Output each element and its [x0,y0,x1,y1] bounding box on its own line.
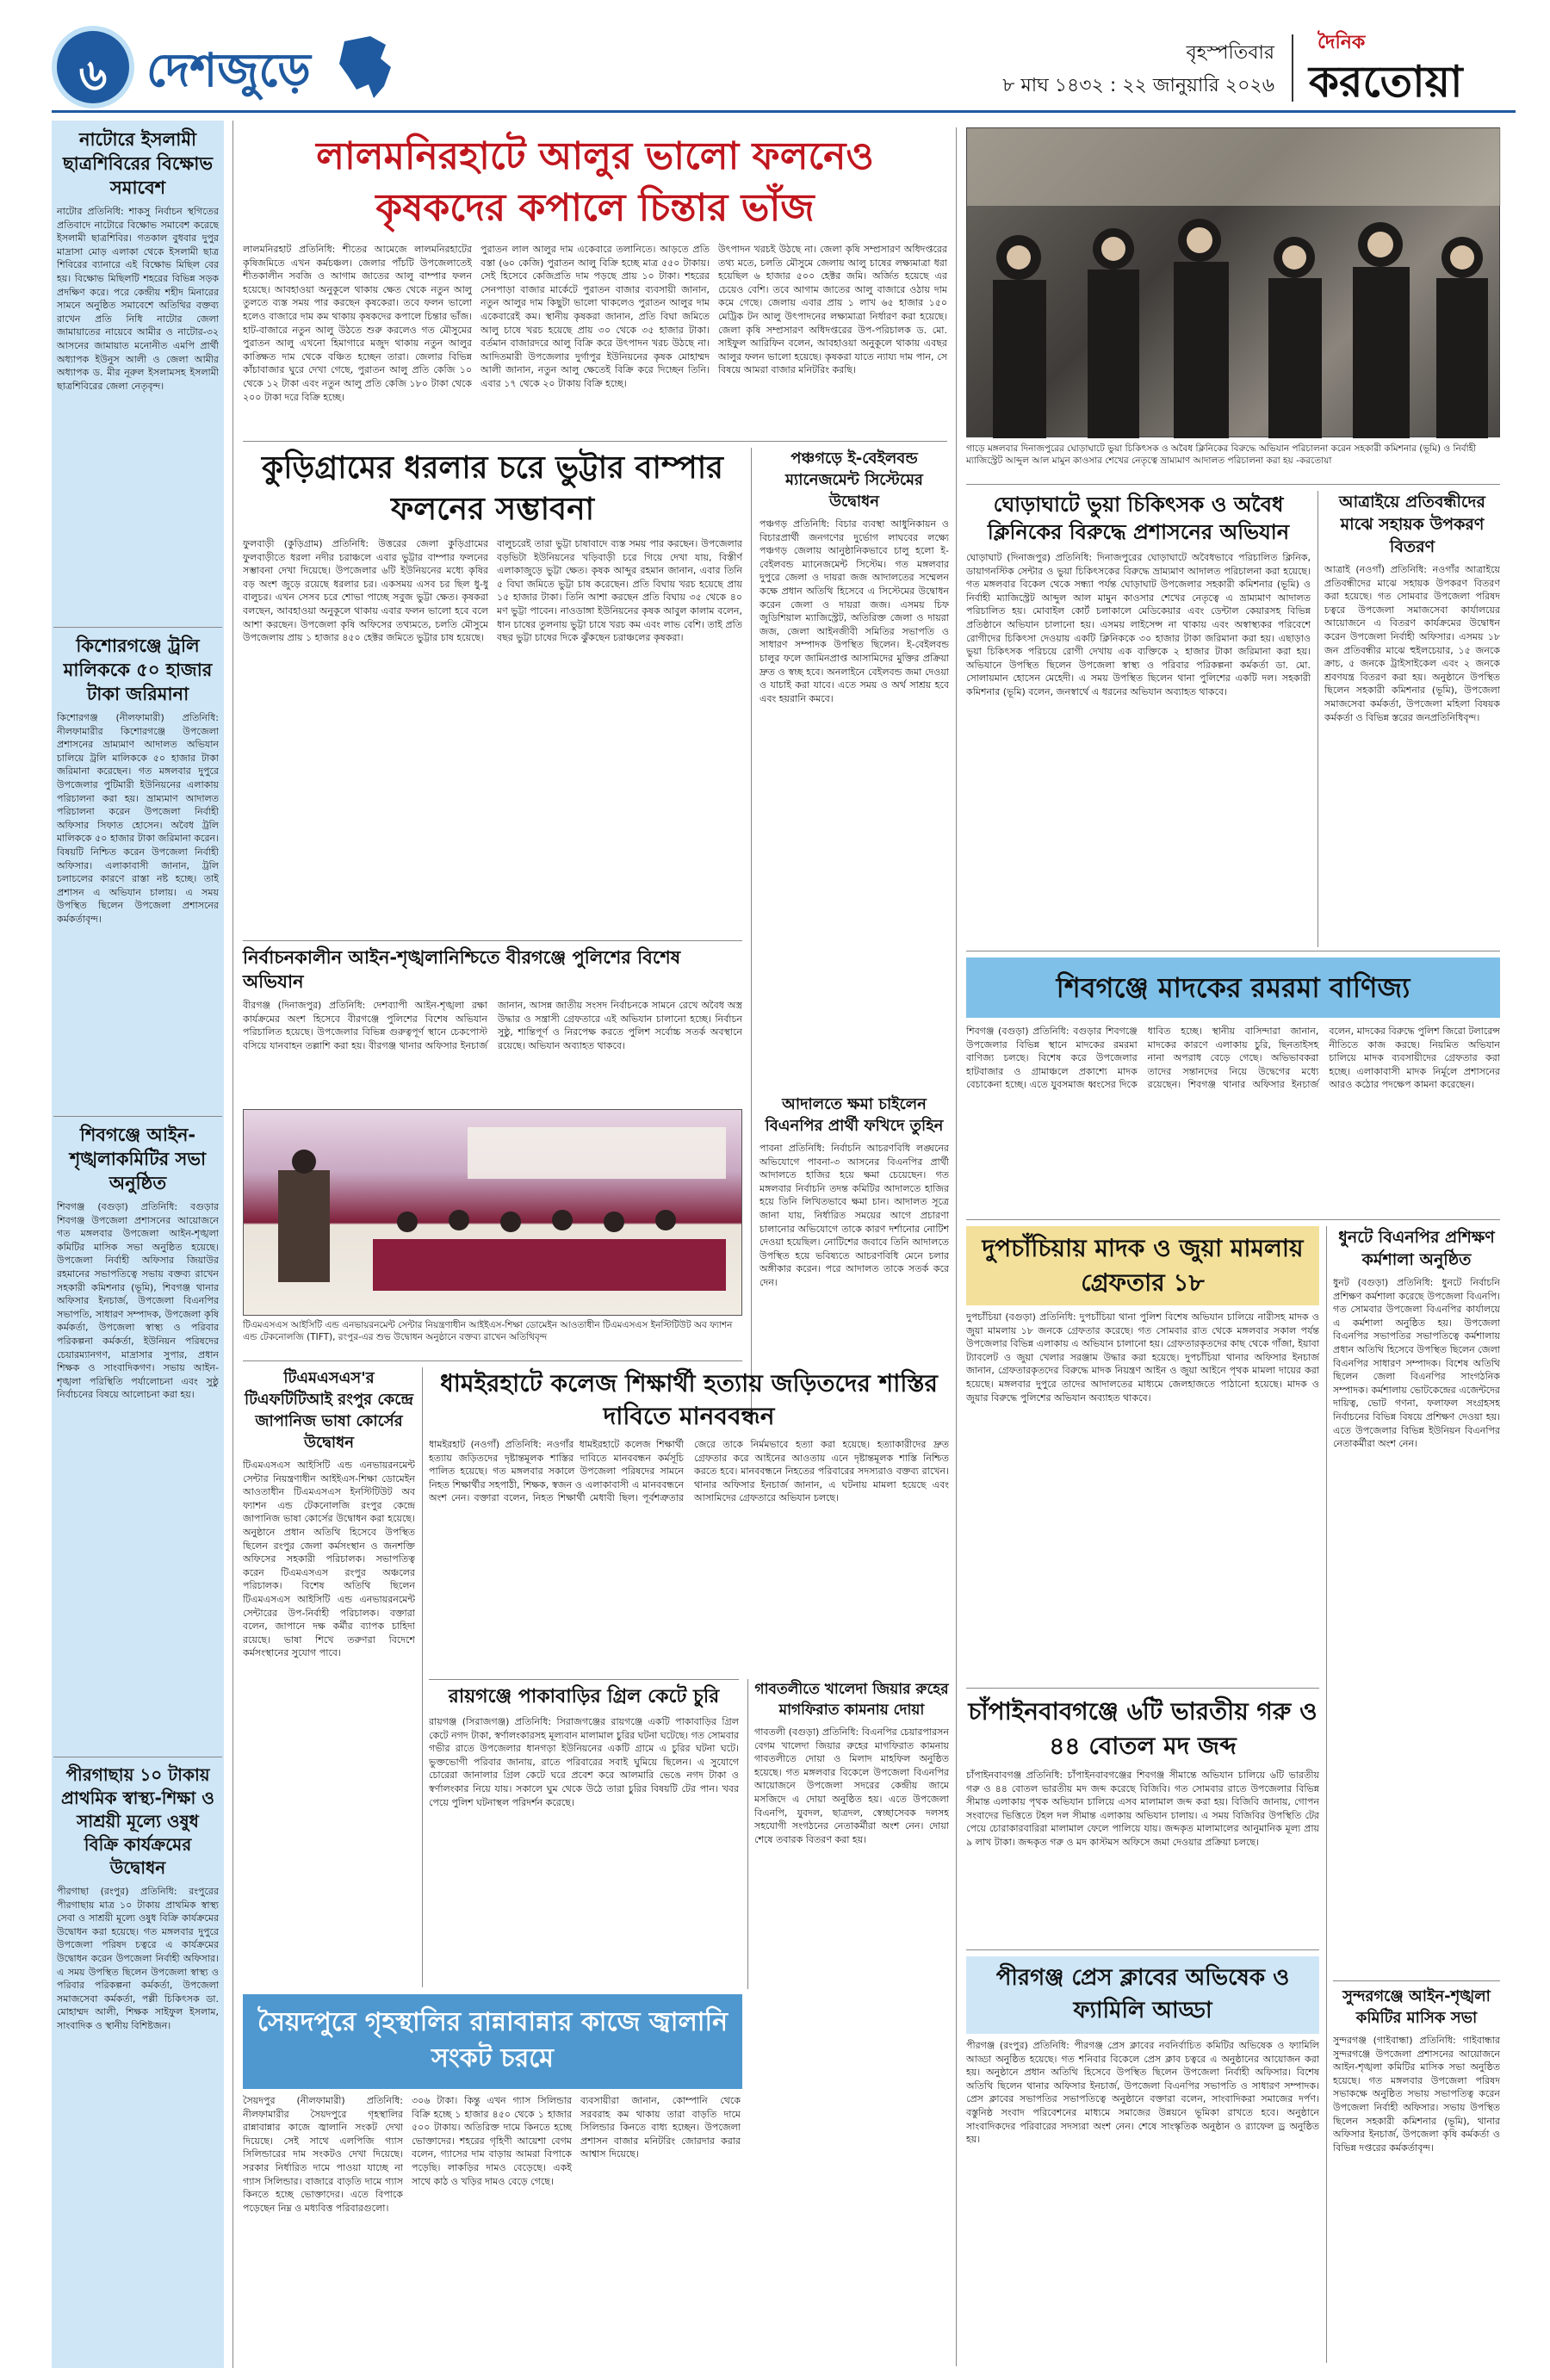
lead-col-3: উৎপাদন খরচই উঠছে না। জেলা কৃষি সম্প্রসারণ অধিদপ্তরের তথ্য মতে, চলতি মৌসুমে জেলায় আলু চাষের লক্ষ্যমাত্রা ধরা হয়েছিল ৬ হাজার ৫০০ হেক্টর জমি। অর্জিত হয়েছে এর চেয়েও বেশি। তবে আগাম জাতের আলু বাজারে ওঠায় দাম কমে গেছে। জেলায় এবার প্রায় ১ লাখ ৬৫ হাজার ১৫০ মেট্রিক টন আলু উৎপাদনের লক্ষ্যমাত্রা নির্ধারণ করা হয়েছে। জেলা কৃষি সম্প্রসারণ অধিদপ্তরের উপ-পরিচালক ড. মো. সাইফুল আরিফিন বলেন, আবহাওয়া অনুকূলে থাকায় এবছর আলুর ফলন ভালো হয়েছে। কৃষকরা যাতে ন্যায্য দাম পান, সে বিষয়ে আমরা বাজার মনিটরিং করছি। [718,244,947,376]
raiganj-top-rule [429,1679,739,1680]
story-dhunat [1333,1226,1500,1948]
prayer-headline: গাবতলীতে খালেদা জিয়ার রুহের মাগফিরাত কামনায় দোয়া [754,1681,949,1719]
relief-headline: আত্রাইয়ে প্রতিবন্ধীদের মাঝে সহায়ক উপকরণ বিতরণ [1339,493,1485,556]
sundarganj-top-rule [1333,1980,1500,1981]
relief-body: আত্রাই (নওগাঁ) প্রতিনিধি: নওগাঁর আত্রাইয়ে প্রতিবন্ধীদের মাঝে সহায়ক উপকরণ বিতরণ করা হয়েছে। গত সোমবার উপজেলা পরিষদ চত্বরে উপজেলা সমাজসেবা কার্যালয়ের আয়োজনে এ বিতরণ কার্যক্রমের উদ্বোধন করেন উপজেলা নির্বাহী অফিসার। এসময় ১৮ জন প্রতিবন্ধীর মাঝে হুইলচেয়ার, ১৫ জনকে ক্রাচ, ৫ জনকে ট্রাইসাইকেল এবং ২ জনকে শ্রবণযন্ত্র বিতরণ করা হয়। অনুষ্ঠানে উপস্থিত ছিলেন সহকারী কমিশনার (ভূমি), উপজেলা সমাজসেবা কর্মকর্তা, উপজেলা মহিলা বিষয়ক কর্মকর্তা ও বিভিন্ন স্তরের জনপ্রতিনিধিবৃন্দ। [1324,564,1500,723]
sidebar-divider-2 [53,1116,222,1117]
news-photo-tmss-event [243,1109,742,1316]
news-photo-clinic-drive [966,127,1500,437]
masthead [1309,26,1516,108]
apology-body: পাবনা প্রতিনিধি: নির্বাচনি আচরণবিধি লঙ্ঘনের অভিযোগে পাবনা-৩ আসনের বিএনপির প্রার্থী আদালতে হাজির হয়ে ক্ষমা চেয়েছেন। গত মঙ্গলবার নির্বাচনি তদন্ত কমিটির আদালতে হাজির হয়ে তিনি লিখিতভাবে ক্ষমা চান। আদালত সূত্রে জানা যায়, নির্ধারিত সময়ের আগে প্রচারণা চালানোর অভিযোগে তাকে কারণ দর্শানোর নোটিশ দেওয়া হয়েছিল। নোটিশের জবাবে তিনি আদালতে উপস্থিত হয়ে ভবিষ্যতে আচরণবিধি মেনে চলার অঙ্গীকার করেন। পরে আদালত তাকে সতর্ক করে দেন। [760,1143,949,1288]
story-shibganj [966,1025,1500,1214]
story-tmss [243,1367,415,1993]
sidebar-story-1 [57,127,219,575]
chapai-body: চাঁপাইনবাবগঞ্জ প্রতিনিধি: চাঁপাইনবাবগঞ্জের শিবগঞ্জ সীমান্তে অভিযান চালিয়ে ৬টি ভারতীয় গরু ও ৪৪ বোতল ভারতীয় মদ জব্দ করেছে বিজিবি। গত সোমবার রাতে উপজেলার বিভিন্ন সীমান্ত এলাকায় পৃথক অভিযান চালিয়ে এসব মালামাল জব্দ করা হয়। বিজিবি জানায়, গোপন সংবাদের ভিত্তিতে টহল দল সীমান্ত এলাকায় অভিযান চালায়। এ সময় বিজিবির উপস্থিতি টের পেয়ে চোরাকারবারিরা মালামাল ফেলে পালিয়ে যায়। জব্দকৃত মালামালের আনুমানিক মূল্য প্রায় ৯ লাখ টাকা। জব্দকৃত গরু ও মদ কাস্টমস অফিসে জমা দেওয়ার প্রক্রিয়া চলছে। [966,1770,1319,1848]
panchagarh-headline: পঞ্চগড়ে ই-বেইলবন্ড ম্যানেজমেন্ট সিস্টেমের উদ্বোধন [785,449,923,511]
sidebar-story-3-body: শিবগঞ্জ (বগুড়া) প্রতিনিধি: বগুড়ার শিবগঞ্জ উপজেলা প্রশাসনের আয়োজনে গত মঙ্গলবার উপজেলা আইন-শৃঙ্খলা কমিটির মাসিক সভা অনুষ্ঠিত হয়েছে। উপজেলা নির্বাহী অফিসার জিয়াউর রহমানের সভাপতিত্বে সভায় বক্তব্য রাখেন সহকারী কমিশনার (ভূমি), শিবগঞ্জ থানার অফিসার ইনচার্জ, উপজেলা বিএনপির সভাপতি, সাধারণ সম্পাদক, উপজেলা কৃষি কর্মকর্তা, উপজেলা স্বাস্থ্য ও পরিবার পরিকল্পনা কর্মকর্তা, ইউনিয়ন পরিষদের চেয়ারম্যানগণ, মাদ্রাসার সুপার, প্রধান শিক্ষক ও সাংবাদিকগণ। সভায় আইন-শৃঙ্খলা পরিস্থিতি পর্যালোচনা এবং সুষ্ঠু নির্বাচনের বিষয়ে আলোচনা করা হয়। [57,1201,219,1401]
center-rule [956,127,957,2366]
sundarganj-headline: সুন্দরগঞ্জে আইন-শৃঙ্খলা কমিটির মাসিক সভা [1342,1987,1491,2027]
panchagarh-body: পঞ্চগড় প্রতিনিধি: বিচার ব্যবস্থা আধুনিকায়ন ও বিচারপ্রার্থী জনগণের দুর্ভোগ লাঘবের লক্ষ্যে পঞ্চগড় জেলায় আনুষ্ঠানিকভাবে চালু হলো ই-বেইলবন্ড ম্যানেজমেন্ট সিস্টেম। গত মঙ্গলবার দুপুরে জেলা ও দায়রা জজ আদালতের সম্মেলন কক্ষে প্রধান অতিথি হিসেবে এ সিস্টেমের উদ্বোধন করেন জেলা ও দায়রা জজ। এসময় চিফ জুডিশিয়াল ম্যাজিস্ট্রেট, অতিরিক্ত জেলা ও দায়রা জজ, জেলা আইনজীবী সমিতির সভাপতি ও সাধারণ সম্পাদক উপস্থিত ছিলেন। ই-বেইলবন্ড চালুর ফলে জামিনপ্রাপ্ত আসামিদের মুক্তির প্রক্রিয়া দ্রুত ও স্বচ্ছ হবে। অনলাইনে বেইলবন্ড জমা দেওয়া ও যাচাই করা যাবে। এতে সময় ও অর্থ সাশ্রয় হবে এবং হয়রানি কমবে। [760,518,949,704]
kurigram-col-2: বালুচরেই তারা ভুট্টা চাষাবাদে ব্যস্ত সময় পার করছেন। উপজেলার বড়ভিটা ইউনিয়নের খড়িবাড়ী চরে গিয়ে দেখা যায়, বিস্তীর্ণ এলাকাজুড়ে ভুট্টা ক্ষেত। কৃষক আব্দুর রহমান জানান, এবার তিনি ৫ বিঘা জমিতে ভুট্টা চাষ করেছেন। প্রতি বিঘায় খরচ হয়েছে প্রায় ১৫ হাজার টাকা। তিনি আশা করছেন প্রতি বিঘায় ৩৫ থেকে ৪০ মণ ভুট্টা পাবেন। নাওডাঙ্গা ইউনিয়নের কৃষক আবুল কালাম বলেন, ধান চাষের তুলনায় ভুট্টা চাষে খরচ কম এবং লাভ বেশি। তাই প্রতি বছর ভুট্টা চাষের দিকে ঝুঁকছেন চরাঞ্চলের কৃষকরা। [497,538,742,644]
lead-story [243,127,947,424]
story-dhamoirhat [429,1367,949,1675]
dupchanchia-headline: দুপচাঁচিয়ায় মাদক ও জুয়া মামলায় গ্রেফতার ১৮ [982,1234,1304,1297]
raiganj-body: রায়গঞ্জ (সিরাজগঞ্জ) প্রতিনিধি: সিরাজগঞ্জের রায়গঞ্জে একটি পাকাবাড়ির গ্রিল কেটে নগদ টাকা, স্বর্ণালংকারসহ মূল্যবান মালামাল চুরির ঘটনা ঘটেছে। গত সোমবার গভীর রাতে উপজেলার ধানগড়া ইউনিয়নের একটি গ্রামে এ চুরির ঘটনা ঘটে। ভুক্তভোগী পরিবার জানায়, রাতে পরিবারের সবাই ঘুমিয়ে ছিলেন। এ সুযোগে চোরেরা জানালার গ্রিল কেটে ঘরে প্রবেশ করে আলমারি ভেঙে নগদ টাকা ও স্বর্ণালংকার নিয়ে যায়। সকালে ঘুম থেকে উঠে তারা চুরির বিষয়টি টের পান। খবর পেয়ে পুলিশ ঘটনাস্থল পরিদর্শন করেছে। [429,1716,739,1808]
sidebar-story-3 [57,1123,219,1751]
story-dupchanchia [966,1226,1319,1638]
sundarganj-body: সুন্দরগঞ্জ (গাইবান্ধা) প্রতিনিধি: গাইবান্ধার সুন্দরগঞ্জে উপজেলা প্রশাসনের আয়োজনে আইন-শৃঙ্খলা কমিটির মাসিক সভা অনুষ্ঠিত হয়েছে। গত মঙ্গলবার উপজেলা পরিষদ সভাকক্ষে অনুষ্ঠিত সভায় সভাপতিত্ব করেন উপজেলা নির্বাহী অফিসার। সভায় উপস্থিত ছিলেন সহকারী কমিশনার (ভূমি), থানার অফিসার ইনচার্জ, উপজেলা কৃষি কর্মকর্তা ও বিভিন্ন দপ্তরের কর্মকর্তাবৃন্দ। [1333,2035,1500,2154]
sidebar-story-4 [57,1763,219,2367]
tmss-body: টিএমএসএস আইসিটি এন্ড এনভায়রনমেন্ট সেন্টার নিয়ন্ত্রণাধীন আইইএস-শিক্ষা ডোমেইন আওতাধীন টিএমএসএস ইনস্টিটিউট অব ফ্যাশন এন্ড টেকনোলজি রংপুর কেন্দ্রে জাপানিজ ভাষা কোর্সের উদ্বোধন করা হয়েছে। অনুষ্ঠানে প্রধান অতিথি হিসেবে উপস্থিত ছিলেন রংপুর জেলা কর্মসংস্থান ও জনশক্তি অফিসের সহকারী পরিচালক। সভাপতিত্ব করেন টিএমএসএস রংপুর অঞ্চলের পরিচালক। বিশেষ অতিথি ছিলেন টিএমএসএস আইসিটি এন্ড এনভায়রনমেন্ট সেন্টারের উপ-নির্বাহী পরিচালক। বক্তারা বলেন, জাপানে দক্ষ কর্মীর ব্যাপক চাহিদা রয়েছে। ভাষা শিখে তরুণরা বিদেশে কর্মসংস্থানের সুযোগ পাবে। [243,1460,415,1659]
saidpur-col-2: ৩০৬ টাকা। কিন্তু এখন গ্যাস সিলিন্ডার বিক্রি হচ্ছে ১ হাজার ৪৫০ থেকে ১ হাজার ৫০০ টাকায়। অতিরিক্ত দামে কিনতে হচ্ছে ভোক্তাদের। শহরের গৃহিণী আয়েশা বেগম বলেন, গ্যাসের দাম বাড়ায় আমরা বিপাকে পড়েছি। লাকড়ির দামও বেড়েছে। একই সাথে কাঠ ও খড়ির দামও বেড়ে গেছে। [412,2095,572,2187]
sidebar-story-3-title: শিবগঞ্জে আইন-শৃঙ্খলাকমিটির সভা অনুষ্ঠিত [69,1125,207,1193]
dhamoirhat-headline: ধামইরহাটে কলেজ শিক্ষার্থী হত্যায় জড়িতদের শাস্তির দাবিতে মানববন্ধন [440,1369,938,1430]
dhunat-headline: ধুনটে বিএনপির প্রশিক্ষণ কর্মশালা অনুষ্ঠিত [1338,1228,1495,1269]
story-chapai [966,1695,1319,1941]
kurigram-col-1: ফুলবাড়ী (কুড়িগ্রাম) প্রতিনিধি: উত্তরের জেলা কুড়িগ্রামের ফুলবাড়ীতে ধরলা নদীর চরাঞ্চলে এবার ভুট্টার বাম্পার ফলনের সম্ভাবনা দেখা দিয়েছে। উপজেলার ৬টি ইউনিয়নের মধ্যে কৃষির বড় অংশ জুড়ে রয়েছে ধরলার চর। একসময় এসব চর ছিল ধু-ধু বালুচর। এখন সেসব চরে শোভা পাচ্ছে সবুজ ভুট্টা ক্ষেত। কৃষকরা বলছেন, আবহাওয়া অনুকূলে থাকায় এবার ফলন ভালো হবে বলে আশা করছেন। উপজেলা কৃষি অফিসের তথ্যমতে, চলতি মৌসুমে উপজেলায় প্রায় ১ হাজার ৪৫০ হেক্টর জমিতে ভুট্টার চাষ হয়েছে। [243,538,488,644]
birganj-top-rule [243,940,742,941]
header-divider [1292,34,1293,102]
story-prayer [754,1679,949,2320]
weekday: বৃহস্পতিবার [1186,42,1274,64]
raiganj-headline: রায়গঞ্জে পাকাবাড়ির গ্রিল কেটে চুরি [448,1686,720,1708]
tmss-headline: টিএমএসএস'র টিএফটিটিআই রংপুর কেন্দ্রে জাপানিজ ভাষা কোর্সের উদ্বোধন [244,1369,414,1452]
story-birganj [243,945,742,1128]
photo-1-rule [966,484,1500,485]
apology-headline: আদালতে ক্ষমা চাইলেন বিএনপির প্রার্থী ফখিদে তুহিন [765,1095,944,1135]
story-atrai-relief [1324,491,1500,933]
sidebar-rule [232,121,233,2368]
sidebar-divider-1 [53,627,222,628]
pirganj-top-rule [966,1949,1319,1950]
tmss-rule [422,1367,423,1987]
photo-1-caption: গাড়ে মঙ্গলবার দিনাজপুরের ঘোড়াঘাটে ভুয়া চিকিৎসক ও অবৈধ ক্লিনিকের বিরুদ্ধে অভিযান পরিচালনা করেন সহকারী কমিশনার (ভূমি) ও নির্বাহী ম্যাজিস্ট্রেট আব্দুল আল মামুন কাওসার শেখের নেতৃত্বে ভ্রাম্যমাণ আদালত পরিচালনা করা হয় -করতোয়া [966,443,1477,466]
story-sundarganj [1333,1986,1500,2318]
lead-bottom-rule [243,441,947,442]
sidebar-story-2-title: কিশোরগঞ্জে ট্রলি মালিককে ৫০ হাজার টাকা জরিমানা [63,635,213,704]
dupchanchia-rule [1326,1226,1327,2363]
ghoraghat-headline: ঘোড়াঘাটে ভুয়া চিকিৎসক ও অবৈধ ক্লিনিকের বিরুদ্ধে প্রশাসনের অভিযান [987,493,1290,544]
masthead-small: দৈনিক [1318,32,1366,53]
shibganj-bottom-rule [966,1219,1500,1220]
page-number: ৬ [78,50,108,100]
sidebar-story-1-title: নাটোরে ইসলামী ছাত্রশিবিরের বিক্ষোভ সমাবেশ [62,129,214,198]
pirganj-headline: পীরগঞ্জ প্রেস ক্লাবের অভিষেক ও ফ্যামিলি আড্ডা [995,1965,1290,2024]
sidebar-story-4-body: পীরগাছা (রংপুর) প্রতিনিধি: রংপুরের পীরগাছায় মাত্র ১০ টাকায় প্রাথমিক স্বাস্থ্য সেবা ও সাশ্রয়ী মূল্যে ওষুধ বিক্রি কার্যক্রমের উদ্বোধন করা হয়েছে। গত মঙ্গলবার দুপুরে উপজেলা পরিষদ চত্বরে এ কার্যক্রমের উদ্বোধন করেন উপজেলা নির্বাহী অফিসার। এ সময় উপস্থিত ছিলেন উপজেলা স্বাস্থ্য ও পরিবার পরিকল্পনা কর্মকর্তা, উপজেলা সমাজসেবা কর্মকর্তা, পল্লী চিকিৎসক ডা. মোহাম্মদ আলী, শিক্ষক সাইফুল ইসলাম, সাংবাদিক ও স্থানীয় বিশিষ্টজন। [57,1886,219,2031]
lead-headline: লালমনিরহাটে আলুর ভালো ফলনেও কৃষকদের কপালে চিন্তার ভাঁজ [316,134,874,230]
bangladesh-map-icon [336,33,396,102]
sidebar-story-2 [57,634,219,1116]
page-header [52,26,1516,112]
raiganj-rule [747,1679,748,1989]
chapai-top-rule [966,1688,1319,1689]
story-pirganj [966,1956,1319,2349]
birganj-body: বীরগঞ্জ (দিনাজপুর) প্রতিনিধি: দেশব্যাপী আইন-শৃঙ্খলা রক্ষা কার্যক্রমের অংশ হিসেবে বীরগঞ্জে পুলিশের বিশেষ অভিযান পরিচালিত হয়েছে। উপজেলার বিভিন্ন গুরুত্বপূর্ণ স্থানে চেকপোস্ট বসিয়ে যানবাহন তল্লাশি করা হয়। বীরগঞ্জ থানার অফিসার ইনচার্জ জানান, আসন্ন জাতীয় সংসদ নির্বাচনকে সামনে রেখে অবৈধ অস্ত্র উদ্ধার ও সন্ত্রাসী গ্রেফতারে এই অভিযান চালানো হচ্ছে। নির্বাচন সুষ্ঠু, শান্তিপূর্ণ ও নিরপেক্ষ করতে পুলিশ সর্বোচ্চ সতর্ক অবস্থানে রয়েছে। অভিযান অব্যাহত থাকবে। [243,1000,742,1051]
story-kurigram [243,448,742,916]
sidebar-story-2-body: কিশোরগঞ্জ (নীলফামারী) প্রতিনিধি: নীলফামারীর কিশোরগঞ্জে উপজেলা প্রশাসনের ভ্রাম্যমাণ আদালত অভিযান চালিয়ে ট্রলি মালিককে ৫০ হাজার টাকা জরিমানা করেছেন। গত মঙ্গলবার দুপুরে উপজেলার পুটিমারী ইউনিয়নের এলাকায় পরিচালনা করা হয়। ভ্রাম্যমাণ আদালত পরিচালনা করেন উপজেলা নির্বাহী অফিসার সিফাত হোসেন। অবৈধ ট্রলি মালিককে ৫০ হাজার টাকা জরিমানা করেন। বিষয়টি নিশ্চিত করেন উপজেলা নির্বাহী অফিসার। এলাকাবাসী জানান, ট্রলি চলাচলের কারণে রাস্তা নষ্ট হচ্ছে। তাই প্রশাসন এ অভিযান চালায়। এ সময় উপস্থিত ছিলেন উপজেলা প্রশাসনের কর্মকর্তাবৃন্দ। [57,712,219,925]
section-name: দেশজুড়ে [146,43,311,97]
story-ghoraghat [966,491,1311,913]
masthead-title: করতোয়া [1309,57,1463,107]
shibganj-headline: শিবগঞ্জে মাদকের রমরমা বাণিজ্য [1056,971,1410,1004]
ghoraghat-body: ঘোড়াঘাট (দিনাজপুর) প্রতিনিধি: দিনাজপুরের ঘোড়াঘাটে অবৈধভাবে পরিচালিত ক্লিনিক, ডায়াগনস্টিক সেন্টার ও ভুয়া চিকিৎসকের বিরুদ্ধে ভ্রাম্যমাণ আদালত পরিচালনা করা হয়েছে। গত মঙ্গলবার বিকেল থেকে সন্ধ্যা পর্যন্ত ঘোড়াঘাট উপজেলার সহকারী কমিশনার (ভূমি) ও নির্বাহী ম্যাজিস্ট্রেট আব্দুল আল মামুন কাওসার শেখের নেতৃত্বে এ ভ্রাম্যমাণ আদালত পরিচালিত হয়। মোবাইল কোর্ট চলাকালে মেডিকেয়ার এবং ডেন্টাল কেয়ারসহ বিভিন্ন প্রতিষ্ঠানে অভিযান চালানো হয়। এসময় লাইসেন্স না থাকায় এবং অস্বাস্থ্যকর পরিবেশে রোগীদের চিকিৎসা দেওয়ায় একটি ক্লিনিককে ৩০ হাজার টাকা জরিমানা করা হয়। এছাড়াও ভুয়া চিকিৎসক পরিচয়ে রোগী দেখায় এক ব্যক্তিকে ২ হাজার টাকা জরিমানা করা হয়। অভিযানে উপস্থিত ছিলেন উপজেলা স্বাস্থ্য ও পরিবার পরিকল্পনা কর্মকর্তা ডা. মো. সোলায়মান হোসেন মেহেদী। এ সময় উপস্থিত ছিলেন থানা পুলিশের একটি দল। সহকারী কমিশনার (ভূমি) বলেন, জনস্বার্থে এ ধরনের অভিযান অব্যাহত থাকবে। [966,552,1311,697]
issue-date: ৮ মাঘ ১৪৩২ : ২২ জানুয়ারি ২০২৬ [1002,75,1274,96]
kurigram-rule [751,448,752,1412]
header-rule [52,110,1516,113]
photo-2-rule [243,1360,742,1361]
chapai-headline: চাঁপাইনবাবগঞ্জে ৬টি ভারতীয় গরু ও ৪৪ বোতল মদ জব্দ [968,1697,1318,1760]
kurigram-headline: কুড়িগ্রামের ধরলার চরে ভুট্টার বাম্পার ফলনের সম্ভাবনা [262,450,723,527]
shibganj-body: শিবগঞ্জ (বগুড়া) প্রতিনিধি: বগুড়ার শিবগঞ্জে উপজেলার বিভিন্ন স্থানে মাদকের রমরমা বাণিজ্য চলছে। বিশেষ করে উপজেলার হাটবাজার ও গ্রামাঞ্চলে প্রকাশ্যে মাদক বেচাকেনা হচ্ছে। এতে যুবসমাজ ধ্বংসের দিকে ধাবিত হচ্ছে। স্থানীয় বাসিন্দারা জানান, মাদকের কারণে এলাকায় চুরি, ছিনতাইসহ নানা অপরাধ বেড়ে গেছে। অভিভাবকরা তাদের সন্তানদের নিয়ে উদ্বেগের মধ্যে রয়েছেন। শিবগঞ্জ থানার অফিসার ইনচার্জ বলেন, মাদকের বিরুদ্ধে পুলিশ জিরো টলারেন্স নীতিতে কাজ করছে। নিয়মিত অভিযান চালিয়ে মাদক ব্যবসায়ীদের গ্রেফতার করা হচ্ছে। এলাকাবাসী মাদক নির্মূলে প্রশাসনের আরও কঠোর পদক্ষেপ কামনা করেছেন। [966,1026,1500,1091]
pirganj-body: পীরগঞ্জ (রংপুর) প্রতিনিধি: পীরগঞ্জ প্রেস ক্লাবের নবনির্বাচিত কমিটির অভিষেক ও ফ্যামিলি আড্ডা অনুষ্ঠিত হয়েছে। গত শনিবার বিকেলে প্রেস ক্লাব চত্বরে এ অনুষ্ঠানের আয়োজন করা হয়। অনুষ্ঠানে প্রধান অতিথি হিসেবে উপস্থিত ছিলেন উপজেলা নির্বাহী অফিসার। বিশেষ অতিথি ছিলেন থানার অফিসার ইনচার্জ, উপজেলা বিএনপির সভাপতি ও সাধারণ সম্পাদক। প্রেস ক্লাবের সভাপতির সভাপতিত্বে অনুষ্ঠানে বক্তারা বলেন, সাংবাদিকরা সমাজের দর্পণ। বস্তুনিষ্ঠ সংবাদ পরিবেশনের মাধ্যমে সমাজের উন্নয়নে ভূমিকা রাখতে হবে। অনুষ্ঠানে সাংবাদিকদের পরিবারের সদস্যরা অংশ নেন। শেষে সাংস্কৃতিক অনুষ্ঠান ও র‍্যাফেল ড্র অনুষ্ঠিত হয়। [966,2040,1319,2146]
dhunat-body: ধুনট (বগুড়া) প্রতিনিধি: ধুনটে নির্বাচনি প্রশিক্ষণ কর্মশালা করেছে উপজেলা বিএনপি। গত সোমবার উপজেলা বিএনপির কার্যালয়ে এ কর্মশালা অনুষ্ঠিত হয়। উপজেলা বিএনপির সভাপতির সভাপতিত্বে কর্মশালায় প্রধান অতিথি হিসেবে উপস্থিত ছিলেন জেলা বিএনপির সাধারণ সম্পাদক। বিশেষ অতিথি ছিলেন জেলা বিএনপির সাংগঠনিক সম্পাদক। কর্মশালায় ভোটকেন্দ্রের এজেন্টদের দায়িত্ব, ভোট গণনা, ফলাফল সংগ্রহসহ নির্বাচনের বিভিন্ন বিষয়ে প্রশিক্ষণ দেওয়া হয়। এতে উপজেলার বিভিন্ন ইউনিয়ন বিএনপির নেতাকর্মীরা অংশ নেন। [1333,1277,1500,1450]
story-apology [760,1094,949,1383]
sidebar-story-1-body: নাটোর প্রতিনিধি: শাকসু নির্বাচন স্থগিতের প্রতিবাদে নাটোরে বিক্ষোভ সমাবেশ করেছে ইসলামী ছাত্রশিবির। গতকাল বুধবার দুপুর মাদ্রাসা মোড় এলাকা থেকে ইসলামী ছাত্র শিবিরের ব্যানারে এই বিক্ষোভ মিছিল বের হয়। বিক্ষোভ মিছিলটি শহরের বিভিন্ন সড়ক প্রদক্ষিণ করে। পরে কেন্দ্রীয় শহীদ মিনারের সামনে অনুষ্ঠিত সমাবেশে অতিথির বক্তব্য রাখেন প্রতি নিধি নাটোর জেলা জামায়াতের নায়েবে আমীর ও নাটোর-৩২ আসনের জামায়াত মনোনীত এমপি প্রার্থী অধ্যাপক ইউনুস আলী ও জেলা আমীর অধ্যাপক ড. মীর নূরুল ইসলামসহ ইসলামী ছাত্রশিবিরের জেলা নেতৃবৃন্দ। [57,206,219,392]
saidpur-col-3: ব্যবসায়ীরা জানান, কোম্পানি থেকে সরবরাহ কম থাকায় তারা বাড়তি দামে সিলিন্ডার কিনতে বাধ্য হচ্ছেন। উপজেলা প্রশাসন বাজার মনিটরিং জোরদার করার আশ্বাস দিয়েছে। [580,2095,741,2160]
lead-col-2: পুরাতন লাল আলুর দাম একেবারে তলানিতে। আড়তে প্রতি বস্তা (৬০ কেজি) পুরাতন আলু বিক্রি হচ্ছে মাত্র ৫৫০ টাকায়। সেই হিসেবে কেজিপ্রতি দাম পড়ছে প্রায় ১০ টাকা। শহরের সেনপাড়া বাজার মার্কেটে পুরাতন বাজার ব্যবসায়ী জানান, নতুন আলুর দাম কিছুটা ভালো থাকলেও পুরাতন আলুর দাম একেবারেই কম। স্থানীয় কৃষকরা জানান, প্রতি বিঘা জমিতে আলু চাষে খরচ হয়েছে প্রায় ৩০ থেকে ৩৫ হাজার টাকা। বর্তমান বাজারদরে আলু বিক্রি করে উৎপাদন খরচ উঠছে না। আদিতমারী উপজেলার দুর্গাপুর ইউনিয়নের কৃষক মোহাম্মদ আলী জানান, নতুন আলু ক্ষেতেই বিক্রি করে দিচ্ছেন তিনি। এবার ১৭ থেকে ২০ টাকায় বিক্রি হচ্ছে। [480,244,710,389]
sidebar-story-4-title: পীরগাছায় ১০ টাকায় প্রাথমিক স্বাস্থ্য-শিক্ষা ও সাশ্রয়ী মূল্যে ওষুধ বিক্রি কার্যক্রমের উদ্বোধন [60,1764,214,1878]
saidpur-headline: সৈয়দপুরে গৃহস্থালির রান্নাবান্নার কাজে জ্বালানি সংকট চরমে [257,2007,728,2073]
page-number-badge [52,26,134,108]
story-panchagarh [760,448,949,1146]
event-illustration [244,1110,743,1317]
photo-2-caption: টিএমএসএস আইসিটি এন্ড এনভায়রনমেন্ট সেন্টার নিয়ন্ত্রণাধীন আইইএস-শিক্ষা ডোমেইন আওতাধীন টিএমএসএস ইনস্টিটিউট অব ফ্যাশন এন্ড টেকনোলজি (TIFT), রংপুর-এর শুভ উদ্বোধন অনুষ্ঠানে বক্তব্য রাখেন অতিথিবৃন্দ [243,1320,733,1342]
birganj-headline: নির্বাচনকালীন আইন-শৃঙ্খলানিশ্চিতে বীরগঞ্জে পুলিশের বিশেষ অভিযান [243,947,681,992]
story-raiganj [429,1684,739,1939]
saidpur-banner [243,1994,742,2089]
dupchanchia-body: দুপচাঁচিয়া (বগুড়া) প্রতিনিধি: দুপচাঁচিয়া থানা পুলিশ বিশেষ অভিযান চালিয়ে নারীসহ মাদক ও জুয়া মামলায় ১৮ জনকে গ্রেফতার করেছে। গত সোমবার রাত থেকে মঙ্গলবার সকাল পর্যন্ত উপজেলার বিভিন্ন এলাকায় এ অভিযান চালানো হয়। গ্রেফতারকৃতদের কাছ থেকে গাঁজা, ইয়াবা ট্যাবলেট ও জুয়া খেলার সরঞ্জাম উদ্ধার করা হয়েছে। দুপচাঁচিয়া থানার অফিসার ইনচার্জ জানান, গ্রেফতারকৃতদের বিরুদ্ধে মাদক নিয়ন্ত্রণ আইন ও জুয়া আইনে পৃথক মামলা দায়ের করা হয়েছে। মঙ্গলবার দুপুরে তাদের আদালতের মাধ্যমে জেলহাজতে পাঠানো হয়েছে। মাদক ও জুয়ার বিরুদ্ধে পুলিশের অভিযান অব্যাহত থাকবে। [966,1311,1319,1404]
shibganj-banner [966,958,1500,1018]
prayer-body: গাবতলী (বগুড়া) প্রতিনিধি: বিএনপির চেয়ারপারসন বেগম খালেদা জিয়ার রুহের মাগফিরাত কামনায় গাবতলীতে দোয়া ও মিলাদ মাহফিল অনুষ্ঠিত হয়েছে। গত মঙ্গলবার বিকেলে উপজেলা বিএনপির আয়োজনে উপজেলা সদরের কেন্দ্রীয় জামে মসজিদে এ দোয়া অনুষ্ঠিত হয়। এতে উপজেলা বিএনপি, যুবদল, ছাত্রদল, স্বেচ্ছাসেবক দলসহ সহযোগী সংগঠনের নেতাকর্মীরা অংশ নেন। দোয়া শেষে তবারক বিতরণ করা হয়। [754,1726,949,1845]
lead-col-1: লালমনিরহাট প্রতিনিধি: শীতের আমেজে লালমনিরহাটের কৃষিজমিতে এখন কর্মচঞ্চল। জেলার পাঁচটি উপজেলাতেই শীতকালীন সবজি ও আগাম জাতের আলু বাম্পার ফলন হয়েছে। আবহাওয়া অনুকূলে থাকায় ক্ষেত থেকে নতুন আলু তুলতে ব্যস্ত সময় পার করছেন কৃষকেরা। তবে ফলন ভালো হলেও বাজারে দাম কম থাকায় কৃষকদের কপালে চিন্তার ভাঁজ। হাট-বাজারে নতুন আলু উঠতে শুরু করলেও গত মৌসুমের পুরাতন আলু এখনো হিমাগারে মজুদ থাকায় নতুন আলুর কাঙ্ক্ষিত দাম থেকে বঞ্চিত হচ্ছেন তারা। জেলার বিভিন্ন কাঁচাবাজার ঘুরে দেখা গেছে, পুরাতন আলু প্রতি কেজি ১০ থেকে ১২ টাকা এবং নতুন আলু প্রতি কেজি ১৮০ টাকা থেকে ২০০ টাকা দরে বিক্রি হচ্ছে। [243,244,472,403]
dhamoirhat-body: ধামইরহাট (নওগাঁ) প্রতিনিধি: নওগাঁর ধামইরহাটে কলেজ শিক্ষার্থী হত্যায় জড়িতদের দৃষ্টান্তমূলক শাস্তির দাবিতে মানববন্ধন কর্মসূচি পালিত হয়েছে। গত মঙ্গলবার সকালে উপজেলা পরিষদের সামনে নিহত শিক্ষার্থীর সহপাঠী, শিক্ষক, স্বজন ও এলাকাবাসী এ মানববন্ধনে অংশ নেন। বক্তারা বলেন, নিহত শিক্ষার্থী মেধাবী ছিল। পূর্বশত্রুতার জেরে তাকে নির্মমভাবে হত্যা করা হয়েছে। হত্যাকারীদের দ্রুত গ্রেফতার করে আইনের আওতায় এনে দৃষ্টান্তমূলক শাস্তি নিশ্চিত করতে হবে। মানববন্ধনে নিহতের পরিবারের সদস্যরাও বক্তব্য রাখেন। থানার অফিসার ইনচার্জ জানান, এ ঘটনায় মামলা হয়েছে এবং আসামিদের গ্রেফতারে অভিযান চলছে। [429,1439,949,1504]
saidpur-col-1: সৈয়দপুর (নীলফামারী) প্রতিনিধি: নীলফামারীর সৈয়দপুরে গৃহস্থালির রান্নাবান্নার কাজে জ্বালানি সংকট দেখা দিয়েছে। সেই সাথে এলপিজি গ্যাস সিলিন্ডারের দাম সংকটও দেখা দিয়েছে। সরকার নির্ধারিত দামে পাওয়া যাচ্ছে না গ্যাস সিলিন্ডার। বাজারে বাড়তি দামে গ্যাস কিনতে হচ্ছে ভোক্তাদের। এতে বিপাকে পড়েছেন নিম্ন ও মধ্যবিত্ত পরিবারগুলো। [243,2095,403,2214]
crowd-illustration [967,128,1501,438]
story-saidpur [243,2094,742,2352]
